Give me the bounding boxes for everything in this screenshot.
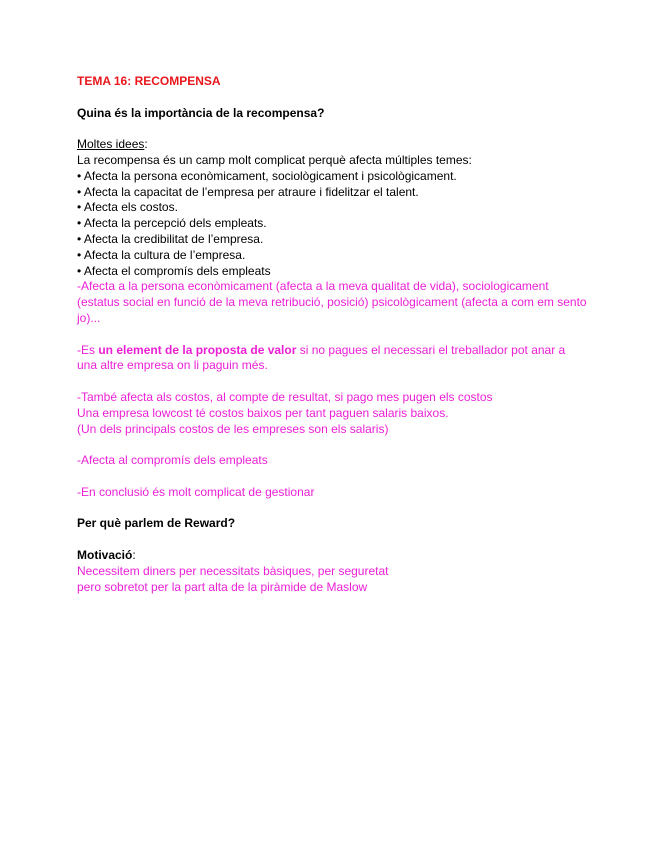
note-costs-line: -També afecta als costos, al compte de resultat, si pago mes pugen els costos bbox=[77, 389, 493, 404]
note-value-rest: si no pagues el necessari el treballador pot anar a bbox=[296, 342, 566, 357]
question-importance: Quina és la importància de la recompensa? bbox=[77, 105, 325, 120]
note-persona-line: jo)... bbox=[77, 310, 101, 325]
bullet-item: • Afecta els costos. bbox=[77, 200, 178, 215]
note-commitment: -Afecta al compromís dels empleats bbox=[77, 453, 268, 468]
note-costs-line: (Un dels principals costos de les empreses son els salaris) bbox=[77, 421, 389, 436]
note-persona-line: (estatus social en funció de la meva retribució, posició) psicològicament (afecta a com em sento bbox=[77, 295, 587, 310]
bullet-item: • Afecta la capacitat de l’empresa per atraure i fidelitzar el talent. bbox=[77, 184, 419, 199]
motivation-line: Necessitem diners per necessitats bàsiques, per seguretat bbox=[77, 563, 389, 578]
document-title: TEMA 16: RECOMPENSA bbox=[77, 74, 221, 88]
spacer bbox=[77, 121, 617, 137]
note-persona-line: -Afecta a la persona econòmicament (afecta a la meva qualitat de vida), sociologicament bbox=[77, 279, 549, 294]
bullet-item: • Afecta la cultura de l’empresa. bbox=[77, 247, 246, 262]
intro-text: La recompensa és un camp molt complicat perquè afecta múltiples temes: bbox=[77, 152, 472, 167]
spacer bbox=[77, 374, 617, 390]
note-conclusion: -En conclusió és molt complicat de gestionar bbox=[77, 484, 315, 499]
spacer bbox=[77, 90, 617, 106]
document-page bbox=[77, 74, 617, 595]
spacer bbox=[77, 469, 617, 485]
note-value-bold: un element de la proposta de valor bbox=[98, 342, 297, 357]
ideas-heading-line bbox=[77, 137, 617, 153]
spacer bbox=[77, 532, 617, 548]
bullet-item: • Afecta el compromís dels empleats bbox=[77, 263, 271, 278]
motivation-colon: : bbox=[132, 547, 136, 562]
bullet-item: • Afecta la percepció dels empleats. bbox=[77, 216, 267, 231]
question-reward: Per què parlem de Reward? bbox=[77, 516, 236, 531]
spacer bbox=[77, 327, 617, 343]
spacer bbox=[77, 501, 617, 517]
motivation-heading-line bbox=[77, 548, 617, 564]
motivation-heading: Motivació bbox=[77, 547, 133, 562]
ideas-heading: Moltes idees bbox=[77, 137, 145, 152]
note-value-line2: una altre empresa on li paguin més. bbox=[77, 358, 268, 373]
spacer bbox=[77, 437, 617, 453]
bullet-item: • Afecta la credibilitat de l’empresa. bbox=[77, 231, 264, 246]
note-costs-line: Una empresa lowcost té costos baixos per tant paguen salaris baixos. bbox=[77, 405, 449, 420]
bullet-item: • Afecta la persona econòmicament, sociològicament i psicològicament. bbox=[77, 168, 457, 183]
motivation-line: pero sobretot per la part alta de la piràmide de Maslow bbox=[77, 579, 368, 594]
ideas-heading-colon: : bbox=[144, 137, 148, 152]
note-value-proposition bbox=[77, 343, 617, 359]
note-value-prefix: -Es bbox=[77, 342, 99, 357]
